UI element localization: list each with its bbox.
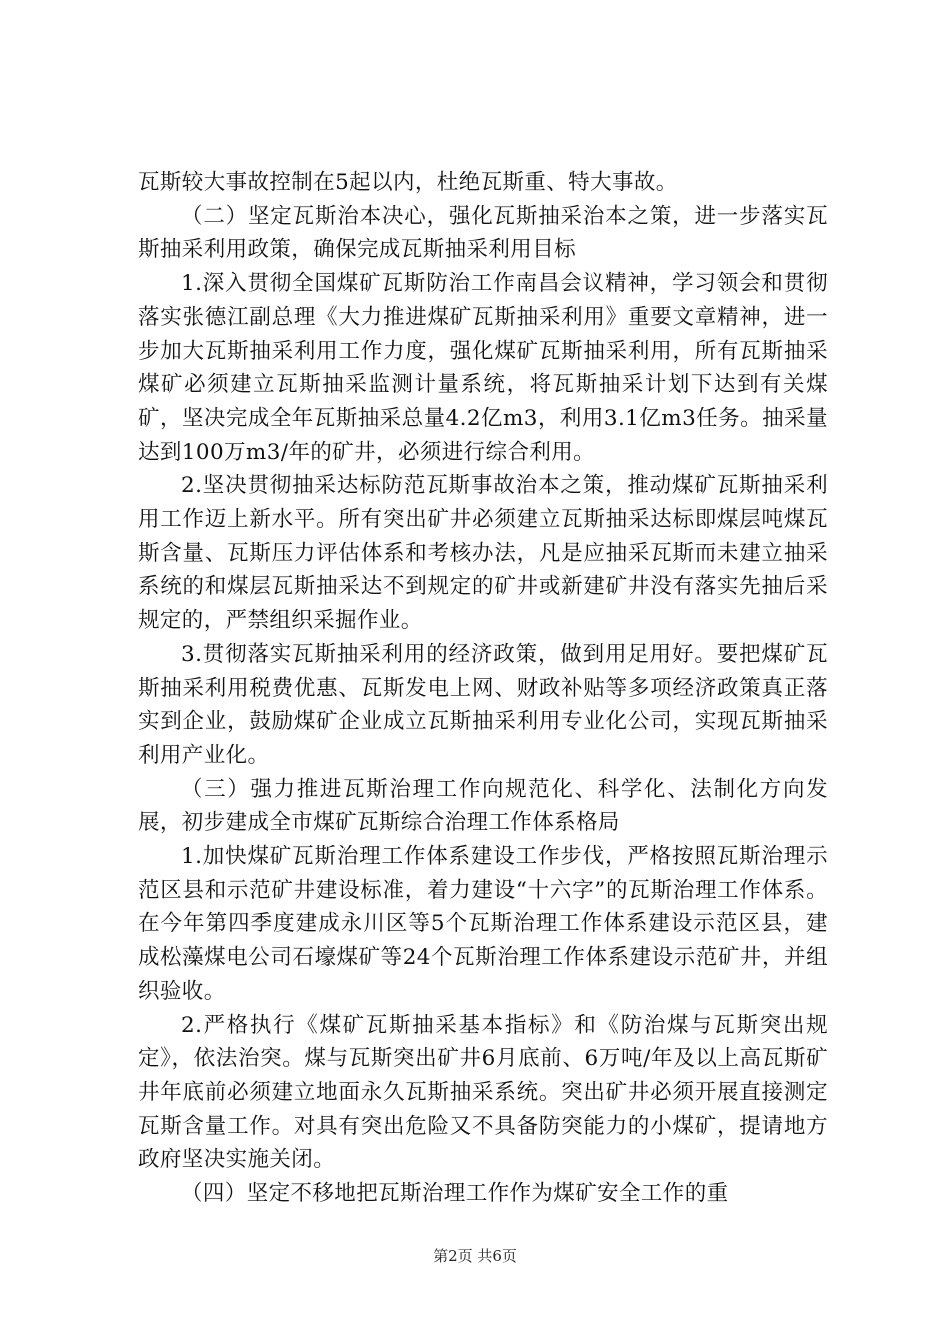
paragraph-1: 瓦斯较大事故控制在5起以内，杜绝瓦斯重、特大事故。 [138,170,678,195]
section-heading-4: （四）坚定不移地把瓦斯治理工作作为煤矿安全工作的重 [181,1181,729,1207]
paragraph-2-3: 3.贯彻落实瓦斯抽采利用的经济政策，做到用足用好。要把煤矿瓦斯抽采利用税费优惠、瓦斯发电上网、财政补贴等多项经济政策真正落实到企业，鼓励煤矿企业成立瓦斯抽采利用专业化公司，实现瓦斯抽采利用产业化。 [138,641,828,768]
document-body [138,166,828,1211]
section-heading-2: （二）坚定瓦斯治本决心，强化瓦斯抽采治本之策，进一步落实瓦斯抽采利用政策，确保完成瓦斯抽采利用目标 [138,203,828,263]
page-number-label: 第2页 共6页 [433,1247,517,1265]
section-heading-3: （三）强力推进瓦斯治理工作向规范化、科学化、法制化方向发展，初步建成全市煤矿瓦斯综合治理工作体系格局 [138,776,828,836]
page-footer [0,1246,950,1266]
paragraph-2-2: 2.坚决贯彻抽采达标防范瓦斯事故治本之策，推动煤矿瓦斯抽采利用工作迈上新水平。所有突出矿井必须建立瓦斯抽采达标即煤层吨煤瓦斯含量、瓦斯压力评估体系和考核办法，凡是应抽采瓦斯而未建立抽采系统的和煤层瓦斯抽采达不到规定的矿井或新建矿井没有落实先抽后采规定的，严禁组织采掘作业。 [138,473,828,634]
paragraph-3-2: 2.严格执行《煤矿瓦斯抽采基本指标》和《防治煤与瓦斯突出规定》，依法治突。煤与瓦斯突出矿井6月底前、6万吨/年及以上高瓦斯矿井年底前必须建立地面永久瓦斯抽采系统。突出矿井必须开展直接测定瓦斯含量工作。对具有突出危险又不具备防突能力的小煤矿，提请地方政府坚决实施关闭。 [138,1012,828,1173]
paragraph-3-1: 1.加快煤矿瓦斯治理工作体系建设工作步伐，严格按照瓦斯治理示范区县和示范矿井建设标准，着力建设“十六字”的瓦斯治理工作体系。在今年第四季度建成永川区等5个瓦斯治理工作体系建设示范区县，建成松藻煤电公司石壕煤矿等24个瓦斯治理工作体系建设示范矿井，并组织验收。 [138,844,828,1004]
paragraph-2-1: 1.深入贯彻全国煤矿瓦斯防治工作南昌会议精神，学习领会和贯彻落实张德江副总理《大力推进煤矿瓦斯抽采利用》重要文章精神，进一步加大瓦斯抽采利用工作力度，强化煤矿瓦斯抽采利用，所有瓦斯抽采煤矿必须建立瓦斯抽采监测计量系统，将瓦斯抽采计划下达到有关煤矿，坚决完成全年瓦斯抽采总量4.2亿m3，利用3.1亿m3任务。抽采量达到100万m3/年的矿井，必须进行综合利用。 [138,271,828,465]
